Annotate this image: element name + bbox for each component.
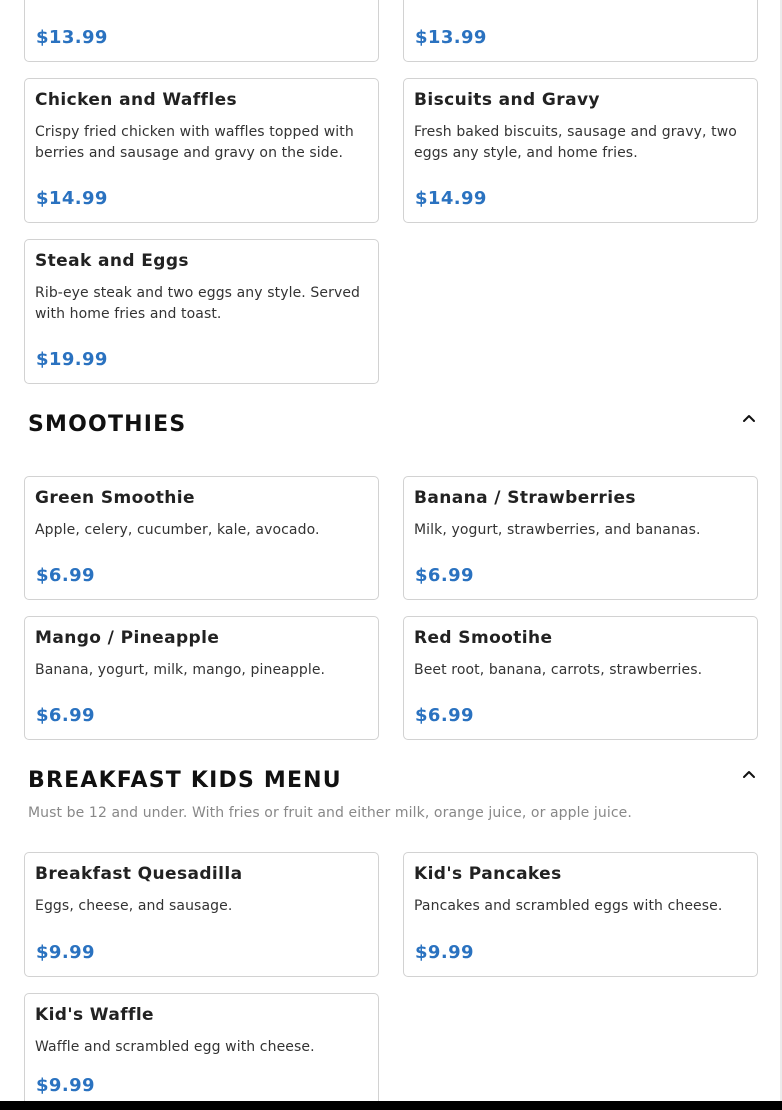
menu-item-name: Breakfast Quesadilla (35, 864, 243, 884)
menu-item-description: Crispy fried chicken with waffles topped with berries and sausage and gravy on the side. (35, 124, 354, 161)
menu-item-name: Chicken and Waffles (35, 90, 238, 110)
menu-item-card[interactable] (24, 476, 379, 600)
menu-item-description: Waffle and scrambled egg with cheese. (35, 1039, 315, 1055)
menu-item-name: Banana / Strawberries (414, 488, 636, 508)
menu-item-price: $6.99 (36, 565, 95, 586)
menu-item-price: $6.99 (415, 565, 474, 586)
menu-item-card[interactable] (24, 616, 379, 740)
section-title-smoothies: SMOOTHIES (28, 412, 187, 437)
menu-item-card[interactable] (24, 852, 379, 977)
menu-item-name: Red Smootihe (414, 628, 553, 648)
menu-item-description: Eggs, cheese, and sausage. (35, 898, 233, 914)
menu-item-description: Fresh baked biscuits, sausage and gravy, two eggs any style, and home fries. (414, 124, 737, 161)
menu-item-price: $19.99 (36, 349, 108, 370)
menu-item-price: $13.99 (36, 27, 108, 48)
menu-item-price: $14.99 (36, 188, 108, 209)
menu-item-name: Kid's Waffle (35, 1005, 154, 1025)
menu-item-price: $6.99 (415, 705, 474, 726)
menu-item-description: Rib-eye steak and two eggs any style. Served with home fries and toast. (35, 285, 361, 322)
menu-item-card[interactable] (403, 0, 758, 62)
section-title-kids-menu: BREAKFAST KIDS MENU (28, 768, 342, 793)
menu-item-description: Apple, celery, cucumber, kale, avocado. (35, 522, 320, 538)
menu-item-price: $9.99 (36, 1075, 95, 1096)
menu-item-description: Banana, yogurt, milk, mango, pineapple. (35, 662, 326, 678)
chevron-up-icon (739, 764, 759, 784)
menu-item-card[interactable] (403, 852, 758, 977)
chevron-up-icon (739, 408, 759, 428)
menu-item-card[interactable] (403, 616, 758, 740)
bottom-bar (0, 1101, 782, 1110)
section-note-kids-menu: Must be 12 and under. With fries or fruit and either milk, orange juice, or apple juice. (28, 805, 632, 821)
menu-item-description: Pancakes and scrambled eggs with cheese. (414, 898, 723, 914)
menu-item-name: Steak and Eggs (35, 251, 189, 271)
menu-item-card[interactable] (24, 78, 379, 223)
menu-item-price: $9.99 (36, 942, 95, 963)
menu-item-card[interactable] (403, 476, 758, 600)
menu-item-description: Beet root, banana, carrots, strawberries. (414, 662, 703, 678)
menu-item-price: $9.99 (415, 942, 474, 963)
collapse-smoothies-button[interactable] (739, 408, 759, 428)
menu-item-card[interactable] (24, 239, 379, 384)
menu-item-price: $13.99 (415, 27, 487, 48)
menu-item-name: Mango / Pineapple (35, 628, 220, 648)
menu-item-card[interactable] (403, 78, 758, 223)
menu-item-description: Milk, yogurt, strawberries, and bananas. (414, 522, 701, 538)
collapse-kids-menu-button[interactable] (739, 764, 759, 784)
menu-item-card[interactable] (24, 993, 379, 1110)
menu-item-name: Biscuits and Gravy (414, 90, 600, 110)
menu-item-name: Kid's Pancakes (414, 864, 562, 884)
menu-item-price: $14.99 (415, 188, 487, 209)
menu-item-card[interactable] (24, 0, 379, 62)
menu-item-name: Green Smoothie (35, 488, 195, 508)
menu-item-price: $6.99 (36, 705, 95, 726)
